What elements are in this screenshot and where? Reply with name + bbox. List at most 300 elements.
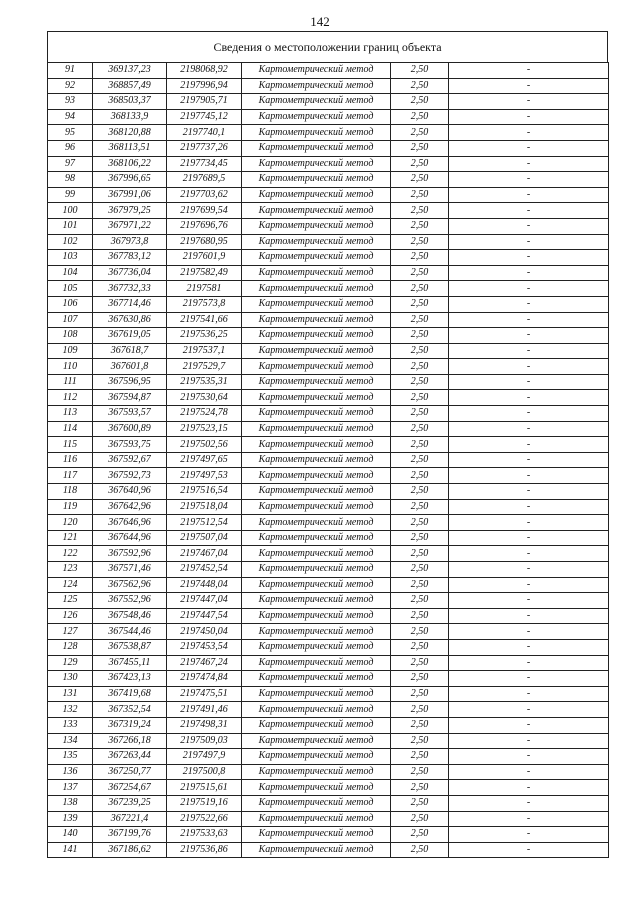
method-cell: Картометрический метод [242,390,391,406]
method-cell: Картометрический метод [242,780,391,796]
x-coordinate-cell: 367254,67 [93,780,167,796]
table-row [48,140,609,156]
table-row [48,624,609,640]
x-coordinate-cell: 367552,96 [93,593,167,609]
y-coordinate-cell: 2197491,46 [167,702,242,718]
accuracy-cell: 2,50 [391,608,449,624]
description-cell: - [449,78,609,94]
x-coordinate-cell: 367319,24 [93,717,167,733]
description-cell: - [449,530,609,546]
method-cell: Картометрический метод [242,702,391,718]
x-coordinate-cell: 367250,77 [93,764,167,780]
coordinates-table [47,62,609,858]
description-cell: - [449,827,609,843]
accuracy-cell: 2,50 [391,468,449,484]
accuracy-cell: 2,50 [391,499,449,515]
x-coordinate-cell: 367239,25 [93,795,167,811]
accuracy-cell: 2,50 [391,717,449,733]
x-coordinate-cell: 368133,9 [93,109,167,125]
method-cell: Картометрический метод [242,187,391,203]
y-coordinate-cell: 2197474,84 [167,671,242,687]
method-cell: Картометрический метод [242,515,391,531]
y-coordinate-cell: 2198068,92 [167,63,242,79]
table-row [48,421,609,437]
x-coordinate-cell: 367601,8 [93,359,167,375]
description-cell: - [449,250,609,266]
x-coordinate-cell: 367593,57 [93,406,167,422]
x-coordinate-cell: 367352,54 [93,702,167,718]
point-number-cell: 105 [48,281,93,297]
table-row [48,374,609,390]
table-row [48,281,609,297]
x-coordinate-cell: 367630,86 [93,312,167,328]
point-number-cell: 138 [48,795,93,811]
description-cell: - [449,686,609,702]
x-coordinate-cell: 367263,44 [93,749,167,765]
method-cell: Картометрический метод [242,203,391,219]
point-number-cell: 96 [48,140,93,156]
x-coordinate-cell: 369137,23 [93,63,167,79]
x-coordinate-cell: 367971,22 [93,218,167,234]
description-cell: - [449,94,609,110]
table-row [48,842,609,858]
x-coordinate-cell: 367538,87 [93,639,167,655]
y-coordinate-cell: 2197447,04 [167,593,242,609]
point-number-cell: 129 [48,655,93,671]
table-row [48,172,609,188]
description-cell: - [449,795,609,811]
point-number-cell: 104 [48,265,93,281]
method-cell: Картометрический метод [242,94,391,110]
table-row [48,795,609,811]
point-number-cell: 95 [48,125,93,141]
x-coordinate-cell: 367419,68 [93,686,167,702]
accuracy-cell: 2,50 [391,172,449,188]
y-coordinate-cell: 2197737,26 [167,140,242,156]
point-number-cell: 128 [48,639,93,655]
point-number-cell: 124 [48,577,93,593]
method-cell: Картометрический метод [242,827,391,843]
description-cell: - [449,484,609,500]
point-number-cell: 141 [48,842,93,858]
description-cell: - [449,452,609,468]
method-cell: Картометрический метод [242,795,391,811]
table-row [48,78,609,94]
method-cell: Картометрический метод [242,686,391,702]
table-row [48,671,609,687]
table-row [48,749,609,765]
y-coordinate-cell: 2197519,16 [167,795,242,811]
table-row [48,250,609,266]
table-row [48,94,609,110]
description-cell: - [449,109,609,125]
description-cell: - [449,593,609,609]
method-cell: Картометрический метод [242,421,391,437]
accuracy-cell: 2,50 [391,374,449,390]
x-coordinate-cell: 367640,96 [93,484,167,500]
x-coordinate-cell: 367592,96 [93,546,167,562]
point-number-cell: 125 [48,593,93,609]
point-number-cell: 137 [48,780,93,796]
method-cell: Картометрический метод [242,530,391,546]
accuracy-cell: 2,50 [391,593,449,609]
point-number-cell: 139 [48,811,93,827]
description-cell: - [449,499,609,515]
x-coordinate-cell: 367736,04 [93,265,167,281]
x-coordinate-cell: 367642,96 [93,499,167,515]
table-row [48,733,609,749]
point-number-cell: 107 [48,312,93,328]
point-number-cell: 94 [48,109,93,125]
method-cell: Картометрический метод [242,717,391,733]
method-cell: Картометрический метод [242,312,391,328]
y-coordinate-cell: 2197905,71 [167,94,242,110]
x-coordinate-cell: 367996,65 [93,172,167,188]
table-row [48,203,609,219]
y-coordinate-cell: 2197535,31 [167,374,242,390]
description-cell: - [449,749,609,765]
description-cell: - [449,546,609,562]
table-row [48,390,609,406]
accuracy-cell: 2,50 [391,390,449,406]
point-number-cell: 93 [48,94,93,110]
table-row [48,187,609,203]
accuracy-cell: 2,50 [391,624,449,640]
y-coordinate-cell: 2197734,45 [167,156,242,172]
description-cell: - [449,842,609,858]
table-row [48,530,609,546]
description-cell: - [449,156,609,172]
y-coordinate-cell: 2197533,63 [167,827,242,843]
accuracy-cell: 2,50 [391,421,449,437]
y-coordinate-cell: 2197573,8 [167,296,242,312]
description-cell: - [449,312,609,328]
description-cell: - [449,343,609,359]
accuracy-cell: 2,50 [391,530,449,546]
accuracy-cell: 2,50 [391,671,449,687]
x-coordinate-cell: 367221,4 [93,811,167,827]
method-cell: Картометрический метод [242,499,391,515]
y-coordinate-cell: 2197497,9 [167,749,242,765]
method-cell: Картометрический метод [242,78,391,94]
description-cell: - [449,468,609,484]
y-coordinate-cell: 2197680,95 [167,234,242,250]
y-coordinate-cell: 2197475,51 [167,686,242,702]
method-cell: Картометрический метод [242,281,391,297]
accuracy-cell: 2,50 [391,281,449,297]
method-cell: Картометрический метод [242,811,391,827]
y-coordinate-cell: 2197497,53 [167,468,242,484]
point-number-cell: 116 [48,452,93,468]
description-cell: - [449,203,609,219]
table-row [48,827,609,843]
accuracy-cell: 2,50 [391,94,449,110]
y-coordinate-cell: 2197536,25 [167,328,242,344]
description-cell: - [449,265,609,281]
accuracy-cell: 2,50 [391,343,449,359]
y-coordinate-cell: 2197523,15 [167,421,242,437]
y-coordinate-cell: 2197518,04 [167,499,242,515]
point-number-cell: 122 [48,546,93,562]
table-row [48,515,609,531]
x-coordinate-cell: 367783,12 [93,250,167,266]
description-cell: - [449,671,609,687]
x-coordinate-cell: 368113,51 [93,140,167,156]
description-cell: - [449,218,609,234]
x-coordinate-cell: 367571,46 [93,562,167,578]
point-number-cell: 136 [48,764,93,780]
point-number-cell: 101 [48,218,93,234]
y-coordinate-cell: 2197703,62 [167,187,242,203]
point-number-cell: 118 [48,484,93,500]
description-cell: - [449,125,609,141]
accuracy-cell: 2,50 [391,234,449,250]
table-body [48,63,609,858]
method-cell: Картометрический метод [242,172,391,188]
accuracy-cell: 2,50 [391,406,449,422]
point-number-cell: 130 [48,671,93,687]
description-cell: - [449,437,609,453]
table-row [48,499,609,515]
table-row [48,328,609,344]
accuracy-cell: 2,50 [391,296,449,312]
description-cell: - [449,406,609,422]
table-row [48,764,609,780]
method-cell: Картометрический метод [242,608,391,624]
point-number-cell: 92 [48,78,93,94]
x-coordinate-cell: 367423,13 [93,671,167,687]
point-number-cell: 133 [48,717,93,733]
description-cell: - [449,359,609,375]
x-coordinate-cell: 367973,8 [93,234,167,250]
table-row [48,156,609,172]
method-cell: Картометрический метод [242,733,391,749]
table-row [48,577,609,593]
accuracy-cell: 2,50 [391,250,449,266]
method-cell: Картометрический метод [242,655,391,671]
point-number-cell: 98 [48,172,93,188]
table-row [48,343,609,359]
accuracy-cell: 2,50 [391,686,449,702]
description-cell: - [449,390,609,406]
x-coordinate-cell: 367714,46 [93,296,167,312]
point-number-cell: 108 [48,328,93,344]
table-title: Сведения о местоположении границ объекта [47,31,608,62]
point-number-cell: 112 [48,390,93,406]
accuracy-cell: 2,50 [391,63,449,79]
description-cell: - [449,577,609,593]
description-cell: - [449,296,609,312]
point-number-cell: 99 [48,187,93,203]
point-number-cell: 121 [48,530,93,546]
y-coordinate-cell: 2197512,54 [167,515,242,531]
table-row [48,593,609,609]
accuracy-cell: 2,50 [391,218,449,234]
y-coordinate-cell: 2197509,03 [167,733,242,749]
method-cell: Картометрический метод [242,296,391,312]
point-number-cell: 97 [48,156,93,172]
point-number-cell: 120 [48,515,93,531]
point-number-cell: 103 [48,250,93,266]
method-cell: Картометрический метод [242,749,391,765]
point-number-cell: 91 [48,63,93,79]
y-coordinate-cell: 2197497,65 [167,452,242,468]
description-cell: - [449,328,609,344]
y-coordinate-cell: 2197502,56 [167,437,242,453]
y-coordinate-cell: 2197450,04 [167,624,242,640]
table-row [48,468,609,484]
table-row [48,655,609,671]
point-number-cell: 102 [48,234,93,250]
table-row [48,484,609,500]
method-cell: Картометрический метод [242,406,391,422]
table-row [48,702,609,718]
x-coordinate-cell: 367266,18 [93,733,167,749]
accuracy-cell: 2,50 [391,546,449,562]
table-row [48,437,609,453]
description-cell: - [449,515,609,531]
accuracy-cell: 2,50 [391,639,449,655]
method-cell: Картометрический метод [242,234,391,250]
point-number-cell: 109 [48,343,93,359]
method-cell: Картометрический метод [242,265,391,281]
description-cell: - [449,780,609,796]
accuracy-cell: 2,50 [391,312,449,328]
table-row [48,608,609,624]
description-cell: - [449,187,609,203]
y-coordinate-cell: 2197498,31 [167,717,242,733]
method-cell: Картометрический метод [242,546,391,562]
x-coordinate-cell: 368503,37 [93,94,167,110]
point-number-cell: 123 [48,562,93,578]
point-number-cell: 106 [48,296,93,312]
y-coordinate-cell: 2197447,54 [167,608,242,624]
x-coordinate-cell: 367548,46 [93,608,167,624]
accuracy-cell: 2,50 [391,359,449,375]
description-cell: - [449,140,609,156]
x-coordinate-cell: 367979,25 [93,203,167,219]
accuracy-cell: 2,50 [391,484,449,500]
description-cell: - [449,702,609,718]
accuracy-cell: 2,50 [391,437,449,453]
point-number-cell: 119 [48,499,93,515]
method-cell: Картометрический метод [242,639,391,655]
point-number-cell: 126 [48,608,93,624]
description-cell: - [449,717,609,733]
x-coordinate-cell: 367644,96 [93,530,167,546]
point-number-cell: 115 [48,437,93,453]
accuracy-cell: 2,50 [391,780,449,796]
y-coordinate-cell: 2197581 [167,281,242,297]
accuracy-cell: 2,50 [391,156,449,172]
y-coordinate-cell: 2197515,61 [167,780,242,796]
table-row [48,109,609,125]
table-row [48,234,609,250]
x-coordinate-cell: 367562,96 [93,577,167,593]
point-number-cell: 134 [48,733,93,749]
method-cell: Картометрический метод [242,484,391,500]
table-row [48,218,609,234]
method-cell: Картометрический метод [242,452,391,468]
y-coordinate-cell: 2197453,54 [167,639,242,655]
table-row [48,811,609,827]
description-cell: - [449,811,609,827]
x-coordinate-cell: 367592,73 [93,468,167,484]
method-cell: Картометрический метод [242,593,391,609]
y-coordinate-cell: 2197689,5 [167,172,242,188]
x-coordinate-cell: 367619,05 [93,328,167,344]
accuracy-cell: 2,50 [391,811,449,827]
point-number-cell: 117 [48,468,93,484]
y-coordinate-cell: 2197524,78 [167,406,242,422]
table-row [48,717,609,733]
x-coordinate-cell: 367596,95 [93,374,167,390]
accuracy-cell: 2,50 [391,702,449,718]
y-coordinate-cell: 2197745,12 [167,109,242,125]
description-cell: - [449,608,609,624]
description-cell: - [449,374,609,390]
x-coordinate-cell: 367600,89 [93,421,167,437]
y-coordinate-cell: 2197467,04 [167,546,242,562]
y-coordinate-cell: 2197537,1 [167,343,242,359]
accuracy-cell: 2,50 [391,109,449,125]
accuracy-cell: 2,50 [391,78,449,94]
x-coordinate-cell: 368857,49 [93,78,167,94]
table-row [48,296,609,312]
y-coordinate-cell: 2197467,24 [167,655,242,671]
y-coordinate-cell: 2197500,8 [167,764,242,780]
document [47,31,608,858]
accuracy-cell: 2,50 [391,125,449,141]
x-coordinate-cell: 367594,87 [93,390,167,406]
y-coordinate-cell: 2197516,54 [167,484,242,500]
accuracy-cell: 2,50 [391,795,449,811]
point-number-cell: 114 [48,421,93,437]
y-coordinate-cell: 2197696,76 [167,218,242,234]
x-coordinate-cell: 367646,96 [93,515,167,531]
accuracy-cell: 2,50 [391,577,449,593]
y-coordinate-cell: 2197699,54 [167,203,242,219]
description-cell: - [449,764,609,780]
x-coordinate-cell: 367991,06 [93,187,167,203]
table-row [48,359,609,375]
accuracy-cell: 2,50 [391,140,449,156]
table-row [48,780,609,796]
accuracy-cell: 2,50 [391,187,449,203]
description-cell: - [449,281,609,297]
point-number-cell: 110 [48,359,93,375]
point-number-cell: 111 [48,374,93,390]
description-cell: - [449,624,609,640]
point-number-cell: 132 [48,702,93,718]
accuracy-cell: 2,50 [391,764,449,780]
accuracy-cell: 2,50 [391,827,449,843]
accuracy-cell: 2,50 [391,328,449,344]
method-cell: Картометрический метод [242,125,391,141]
method-cell: Картометрический метод [242,218,391,234]
y-coordinate-cell: 2197529,7 [167,359,242,375]
description-cell: - [449,421,609,437]
method-cell: Картометрический метод [242,437,391,453]
method-cell: Картометрический метод [242,359,391,375]
table-row [48,562,609,578]
table-row [48,639,609,655]
y-coordinate-cell: 2197601,9 [167,250,242,266]
method-cell: Картометрический метод [242,250,391,266]
table-row [48,312,609,328]
y-coordinate-cell: 2197996,94 [167,78,242,94]
accuracy-cell: 2,50 [391,203,449,219]
